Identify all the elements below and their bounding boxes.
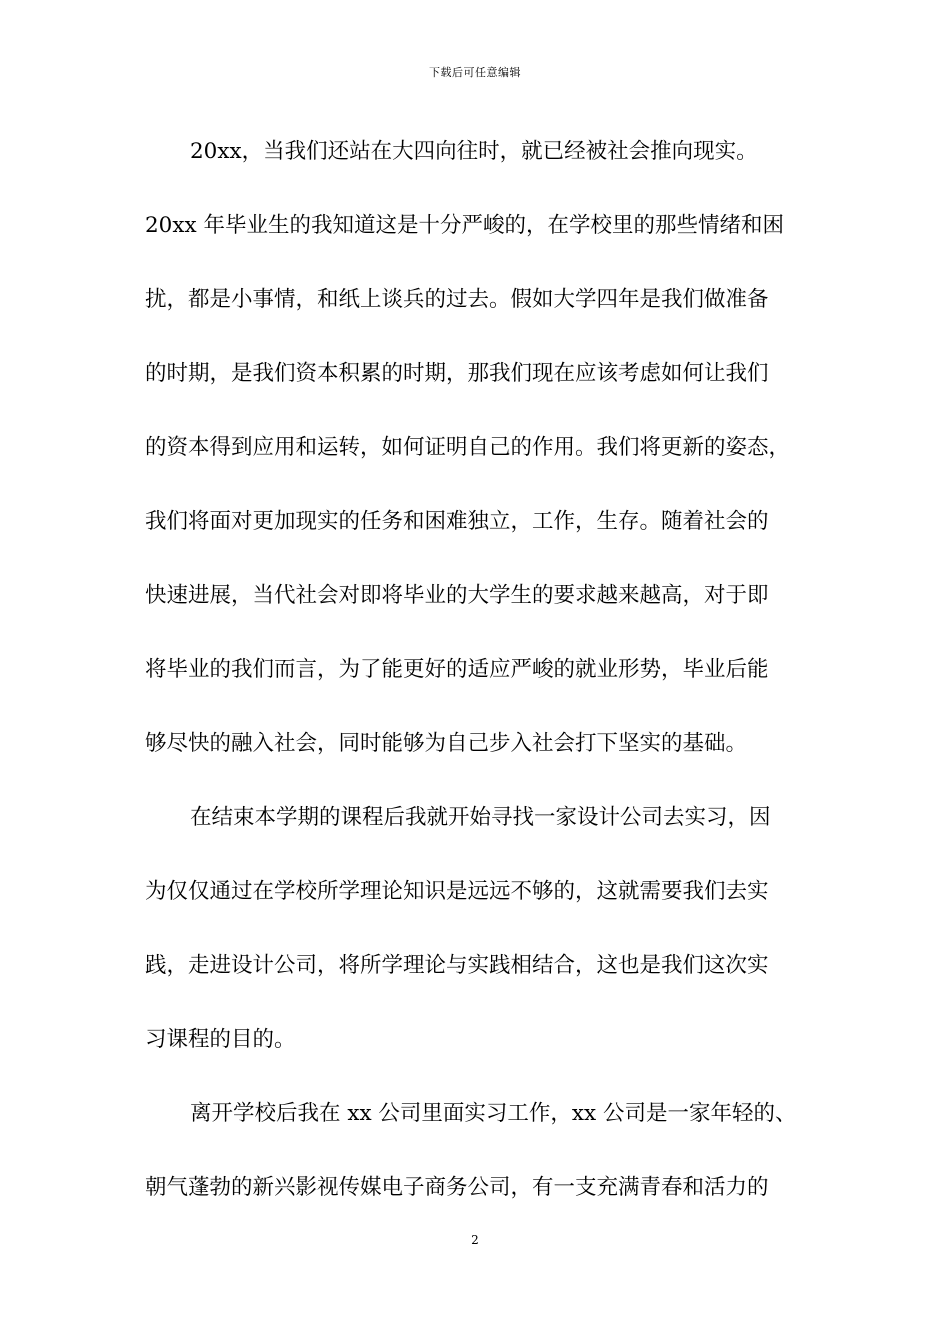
paragraph-line: 我们将面对更加现实的任务和困难独立，工作，生存。随着社会的: [145, 509, 769, 534]
paragraph-line: 的资本得到应用和运转，如何证明自己的作用。我们将更新的姿态，: [145, 435, 791, 460]
paragraph-line: 离开学校后我在 xx 公司里面实习工作，xx 公司是一家年轻的、: [190, 1101, 797, 1126]
paragraph-line: 将毕业的我们而言，为了能更好的适应严峻的就业形势，毕业后能: [145, 657, 769, 682]
paragraph-line: 在结束本学期的课程后我就开始寻找一家设计公司去实习，因: [190, 805, 771, 830]
paragraph-line: 习课程的目的。: [145, 1027, 296, 1052]
paragraph-line: 朝气蓬勃的新兴影视传媒电子商务公司，有一支充满青春和活力的: [145, 1175, 769, 1200]
paragraph-line: 践，走进设计公司，将所学理论与实践相结合，这也是我们这次实: [145, 953, 769, 978]
page-number: 2: [471, 1233, 479, 1247]
paragraph-line: 快速进展，当代社会对即将毕业的大学生的要求越来越高，对于即: [145, 583, 769, 608]
paragraph-line: 的时期，是我们资本积累的时期，那我们现在应该考虑如何让我们: [145, 361, 769, 386]
paragraph-line: 为仅仅通过在学校所学理论知识是远远不够的，这就需要我们去实: [145, 879, 769, 904]
paragraph-line: 扰，都是小事情，和纸上谈兵的过去。假如大学四年是我们做准备: [145, 287, 769, 312]
page-header: 下载后可任意编辑: [429, 66, 521, 79]
paragraph-line: 够尽快的融入社会，同时能够为自己步入社会打下坚实的基础。: [145, 731, 748, 756]
paragraph-line: 20xx 年毕业生的我知道这是十分严峻的，在学校里的那些情绪和困: [145, 213, 784, 238]
paragraph-line: 20xx，当我们还站在大四向往时，就已经被社会推向现实。: [190, 139, 758, 164]
